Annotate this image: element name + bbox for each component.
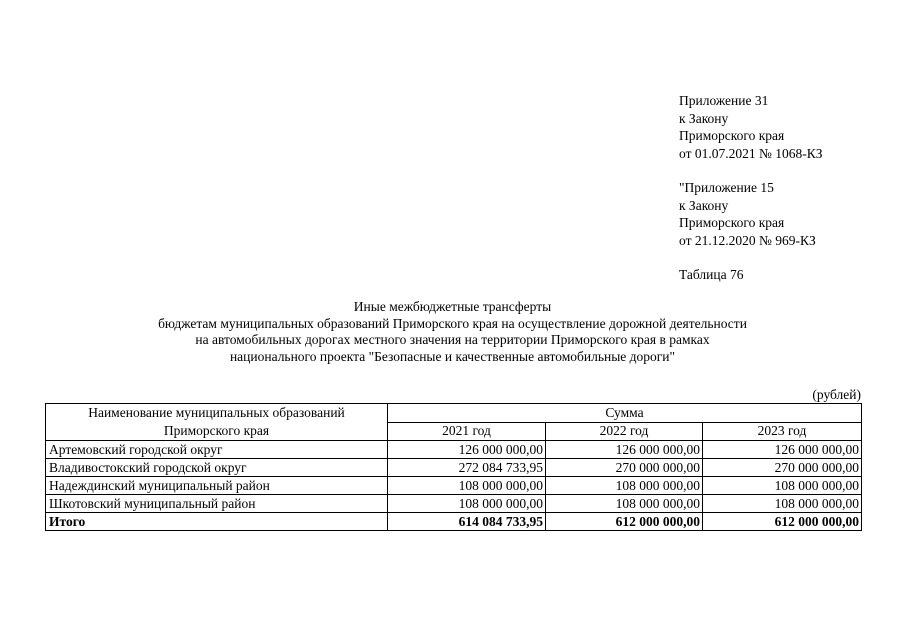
appendix-line: Приложение 31 [679, 93, 769, 108]
total-value-2021: 614 084 733,95 [388, 513, 546, 531]
row-value-2023: 126 000 000,00 [703, 441, 862, 459]
spacer [679, 162, 823, 179]
total-value-2022: 612 000 000,00 [546, 513, 703, 531]
appendix-header [679, 92, 823, 284]
appendix-line: Приморского края [679, 215, 785, 230]
row-name: Надеждинский муниципальный район [46, 477, 388, 495]
row-value-2021: 126 000 000,00 [388, 441, 546, 459]
header-sum: Сумма [388, 404, 862, 423]
row-name: Владивостокский городской округ [46, 459, 388, 477]
table-header-row [46, 404, 862, 423]
appendix-line: к Закону [679, 110, 729, 126]
title-line: на автомобильных дорогах местного значения на территории Приморского края в рамках [195, 332, 710, 347]
row-name: Артемовский городской округ [46, 441, 388, 459]
row-value-2022: 126 000 000,00 [546, 441, 703, 459]
row-value-2021: 108 000 000,00 [388, 477, 546, 495]
title-line: Иные межбюджетные трансферты [353, 299, 552, 314]
header-year-2021: 2021 год [388, 422, 546, 441]
row-value-2022: 270 000 000,00 [546, 459, 703, 477]
row-value-2022: 108 000 000,00 [546, 495, 703, 513]
title-line: бюджетам муниципальных образований Приморского края на осуществление дорожной деятельности [158, 315, 747, 331]
transfers-table [45, 403, 862, 531]
total-value-2023: 612 000 000,00 [703, 513, 862, 531]
unit-label: (рублей) [812, 387, 861, 402]
row-value-2023: 108 000 000,00 [703, 477, 862, 495]
appendix-line: Приморского края [679, 128, 785, 143]
table-row [46, 477, 862, 495]
row-value-2023: 270 000 000,00 [703, 459, 862, 477]
header-year-2023: 2023 год [703, 422, 862, 441]
appendix-line: к Закону [679, 197, 729, 213]
total-name: Итого [46, 513, 388, 531]
header-name: Наименование муниципальных образований Приморского края [46, 404, 388, 441]
table-number: Таблица 76 [679, 267, 744, 282]
header-year-2022: 2022 год [546, 422, 703, 441]
appendix-line: от 21.12.2020 № 969-КЗ [679, 232, 816, 248]
appendix-line: "Приложение 15 [679, 180, 774, 195]
spacer [679, 249, 823, 266]
appendix-line: от 01.07.2021 № 1068-КЗ [679, 145, 823, 161]
table-row [46, 459, 862, 477]
row-value-2022: 108 000 000,00 [546, 477, 703, 495]
row-value-2021: 272 084 733,95 [388, 459, 546, 477]
title-line: национального проекта "Безопасные и качественные автомобильные дороги" [229, 348, 676, 364]
table-row [46, 495, 862, 513]
row-value-2023: 108 000 000,00 [703, 495, 862, 513]
document-title [0, 299, 905, 365]
table-row [46, 441, 862, 459]
row-name: Шкотовский муниципальный район [46, 495, 388, 513]
row-value-2021: 108 000 000,00 [388, 495, 546, 513]
table-total-row [46, 513, 862, 531]
